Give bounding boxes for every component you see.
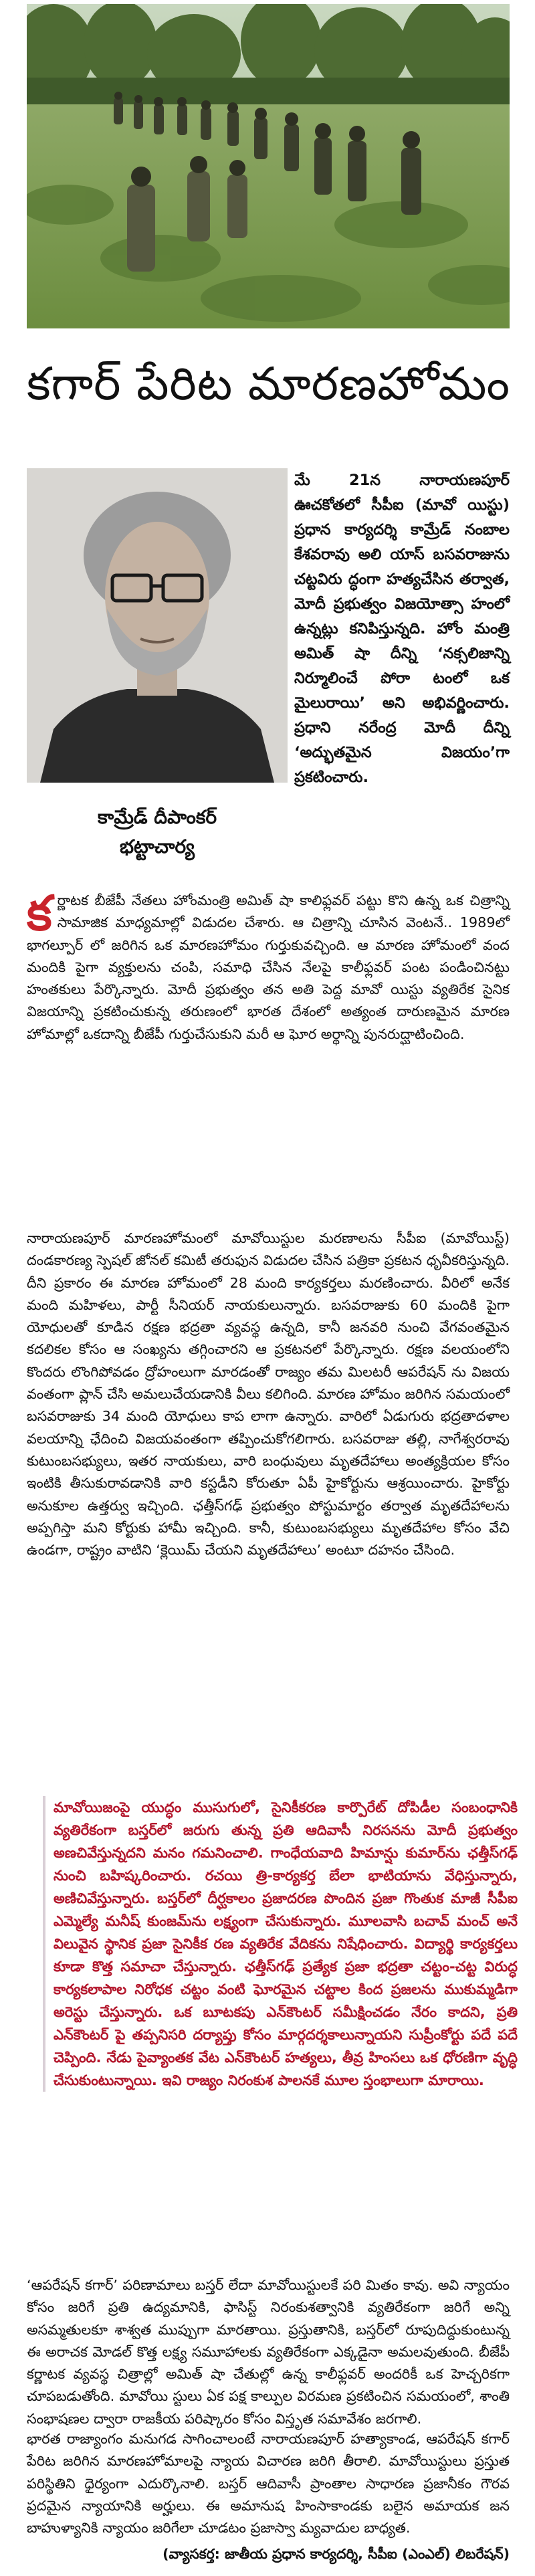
body-paragraph-3: ‘ఆపరేషన్ కగార్’ పరిణామాలు బస్తర్ లేదా మావోయిస్టులకే పరి మితం కావు. అవి న్యాయం కోసం జరిగే ప్రతి ఉద్యమానికి, ఫాసిస్ట్ నిరంకుశత్వానికి వ్యతిరేకంగా జరిగే అన్ని అసమ్మతులకూ శాశ్వత ముప్పుగా మారతాయి. ప్రస్తుతానికి, బస్తర్‌లో రూపుదిద్దుకుంటున్న ఈ అరాచక మోడల్ కొత్త లక్ష్య సమూహాలకు వ్యతిరేకంగా ఎక్కడైనా అమలవుతుంది. బీజేపీ కర్ణాటక వ్యవస్థ చిత్రాల్లో అమిత్ షా చేతుల్లో ఉన్న కాలీఫ్లవర్ అందరికీ ఒక హెచ్చరికగా చూపబడుతోంది. మావోయి స్టులు ఏక పక్ష కాల్పుల విరమణ ప్రకటించిన సమయంలో, శాంతి సంభాషణల ద్వారా రాజకీయ పరిష్కారం కోసం విస్తృత సమావేశం జరగాలి.	[27, 2277, 510, 2427]
body-paragraph-2: నారాయణపూర్ మారణహోమంలో మావోయిస్టుల మరణాలను సీపీఐ (మావోయిస్ట్) దండకారణ్య స్పెషల్ జోనల్ కమిటీ తరుఫున విడుదల చేసిన పత్రికా ప్రకటన ధృవీకరిస్తున్నది. దీని ప్రకారం ఈ మారణ హోమంలో 28 మంది కార్యకర్తలు మరణించారు. వీరిలో అనేక మంది మహిళలు, పార్టీ సీనియర్ నాయకులున్నారు. బసవరాజుకు 60 మందికి పైగా యోధులతో కూడిన రక్షణ భద్రతా వ్యవస్థ ఉన్నది, కానీ జనవరి నుంచి వేగవంతమైన కదలికల కోసం ఆ సంఖ్యను తగ్గించారని ఆ ప్రకటనలో పేర్కొన్నారు. రక్షణ వలయంలోని కొందరు లొంగిపోవడం ద్రోహంలుగా మారడంతో రాజ్యం తమ మిలటరీ ఆపరేషన్ ను విజయ వంతంగా ప్లాన్ చేసి అమలుచేయడానికి వీలు కలిగింది. మారణ హోమం జరిగిన సమయంలో బసవరాజుకు 34 మంది యోధులు కాప లాగా ఉన్నారు. వారిలో ఏడుగురు భద్రతాదళాల వలయాన్ని ఛేదించి విజయవంతంగా తప్పించుకోగలిగారు. బసవరాజు తల్లి, నాగేశ్వరరావు కుటుంబసభ్యులు, ఇతర నాయకులు, వారి బంధువులు మృతదేహాలు అంత్యక్రియల కోసం ఇంటికి తీసుకురావడానికి వారి కస్టడీని కోరుతూ ఏపీ హైకోర్టును ఆశ్రయించారు. హైకోర్టు అనుకూల ఉత్తర్వు ఇచ్చింది. ఛత్తీస్‌గఢ్ ప్రభుత్వం పోస్టుమార్టం తర్వాత మృతదేహాలను అప్పగిస్తా మని కోర్టుకు హామీ ఇచ్చింది. కానీ, కుటుంబసభ్యులు మృతదేహాల కోసం వేచి ఉండగా, రాష్ట్రం వాటిని ‘క్లెయిమ్ చేయని మృతదేహాలు’ అంటూ దహనం చేసింది.	[27, 1230, 510, 1559]
author-name-line-1: కామ్రేడ్ దీపాంకర్	[97, 806, 217, 828]
pull-quote: మావోయిజంపై యుద్ధం ముసుగులో, సైనికీకరణ కార్పొరేట్ దోపిడీల సంబంధానికి వ్యతిరేకంగా బస్తర్‌లో జరుగు తున్న ప్రతి ఆదివాసీ నిరసనను మోదీ ప్రభుత్వం అణచివేస్తున్నదని మనం గమనించాలి. గాంధేయవాది హిమాన్షు కుమార్‌ను ఛత్తీస్‌గఢ్ నుంచి బహిష్కరించారు. రచయి త్రి-కార్యకర్త బేలా భాటియాను వేధిస్తున్నారు, అణిచివేస్తున్నారు. బస్తర్‌లో దీర్ఘకాలం ప్రజాదరణ పొందిన ప్రజా గొంతుక మాజీ సీపీఐ ఎమ్మెల్యే మనీష్ కుంజమ్‌ను లక్ష్యంగా చేసుకున్నారు. మూలవాసి బచావ్ మంచ్ అనే విలువైన స్థానిక ప్రజా సైనికీక రణ వ్యతిరేక వేదికను నిషేధించారు. విద్యార్థి కార్యకర్తలు కూడా కొత్త సమాచా చేస్తున్నారు. ఛత్తీస్‌గఢ్ ప్రత్యేక ప్రజా భద్రతా చట్టం-చట్ట విరుద్ధ కార్యకలాపాల నిరోధక చట్టం వంటి ఘోరమైన చట్టాల కింద ప్రజలను ముకుమ్మడిగా అరెస్టు చేస్తున్నారు. ఒక బూటకపు ఎన్‌కౌంటర్ సమీక్షించడం నేరం కాదని, ప్రతి ఎన్‌కౌంటర్ పై తప్పనిసరి దర్యాప్తు కోసం మార్గదర్శకాలున్నాయని సుప్రీంకోర్టు పదే పదే చెప్పింది. నేడు పైవ్యాంతక వేట ఎన్‌కౌంటర్ హత్యలు, తీవ్ర హింసలు ఒక ధోరణిగా వృద్ధి చేసుకుంటున్నాయి. ఇవి రాజ్యం నిరంకుశ పాలనకే మూల స్తంభాలుగా మారాయి.	[43, 1796, 518, 2092]
body-paragraph-1	[27, 885, 510, 1046]
author-portrait	[27, 468, 288, 783]
drop-cap: క	[27, 885, 52, 941]
author-caption	[27, 803, 288, 862]
headline: కగార్ పేరిట మారణహోమం	[27, 358, 510, 411]
soldiers-in-field-photo	[27, 4, 510, 328]
author-byline: (వ్యాసకర్త: జాతీయ ప్రధాన కార్యదర్శి, సీపీఐ (ఎంఎల్) లిబరేషన్)	[163, 2546, 510, 2562]
author-name-line-2: భట్టాచార్య	[120, 835, 195, 858]
body-paragraph-4: భారత రాజ్యాంగం మనుగడ సాగించాలంటే నారాయణపూర్ హత్యాకాండ, ఆపరేషన్ కగార్ పేరిట జరిగిన మారణహోమాలపై న్యాయ విచారణ జరిగి తీరాలి. మావోయిస్టులు ప్రస్తుత పరిస్థితిని ధైర్యంగా ఎదుర్కొనాలి. బస్తర్ ఆదివాసీ ప్రాంతాల సాధారణ ప్రజానీకం గౌరవ ప్రదమైన న్యాయానికి అర్హులు. ఈ అమానుష హింసాకాండకు బలైన అమాయక జన బాహుళ్యానికి న్యాయం జరిగేలా చూడటం ప్రజాస్వా మ్యవాదుల బాధ్యత.	[27, 2431, 510, 2537]
author-block	[27, 468, 288, 876]
intro-paragraph: మే 21న నారాయణపూర్ ఊచకోతలో సీపీఐ (మావో యిస్టు) ప్రధాన కార్యదర్శి కామ్రేడ్ నంబాల కేశవరావు అలి యాస్ బసవరాజును చట్టవిరు ద్ధంగా హత్యచేసిన తర్వాత, మోదీ ప్రభుత్వం విజయోత్సా హంలో ఉన్నట్లు కనిపిస్తున్నది. హోం మంత్రి అమిత్ షా దీన్ని ‘నక్సలిజాన్ని నిర్మూలించే పోరా టంలో ఒక మైలురాయి’ అని అభివర్ణించారు. ప్రధాని నరేంద్ర మోదీ దీన్ని ‘అద్భుతమైన విజయం’గా ప్రకటించారు.	[294, 472, 510, 786]
body-paragraph-1-text: ర్ణాటక బీజేపీ నేతలు హోంమంత్రి అమిత్ షా కాలిఫ్లవర్ పట్టు కొని ఉన్న ఒక చిత్రాన్ని సామాజిక మాధ్యమాల్లో విడుదల చేశారు. ఆ చిత్రాన్ని చూసిన వెంటనే.. 1989లో భాగల్పూర్ లో జరిగిన ఒక మారణహోమం గుర్తుకువచ్చింది. ఆ మారణ హోమంలో వంద మందికి పైగా వ్యక్తులను చంపి, సమాధి చేసిన నేలపై కాలీఫ్లవర్ పంట పండించినట్టు హంతకులు పేర్కొన్నారు. మోదీ ప్రభుత్వం తన అతి పెద్ద మావో యిస్టు వ్యతిరేక సైనిక విజయాన్ని ప్రకటించుకున్న తరుణంలో భారత దేశంలో అత్యంత దారుణమైన మారణ హోమాల్లో ఒకదాన్ని బీజేపీ గుర్తుచేసుకుని మరీ ఆ ఘోర అర్థాన్ని పునరుద్ఘాటించింది.	[27, 892, 510, 1042]
